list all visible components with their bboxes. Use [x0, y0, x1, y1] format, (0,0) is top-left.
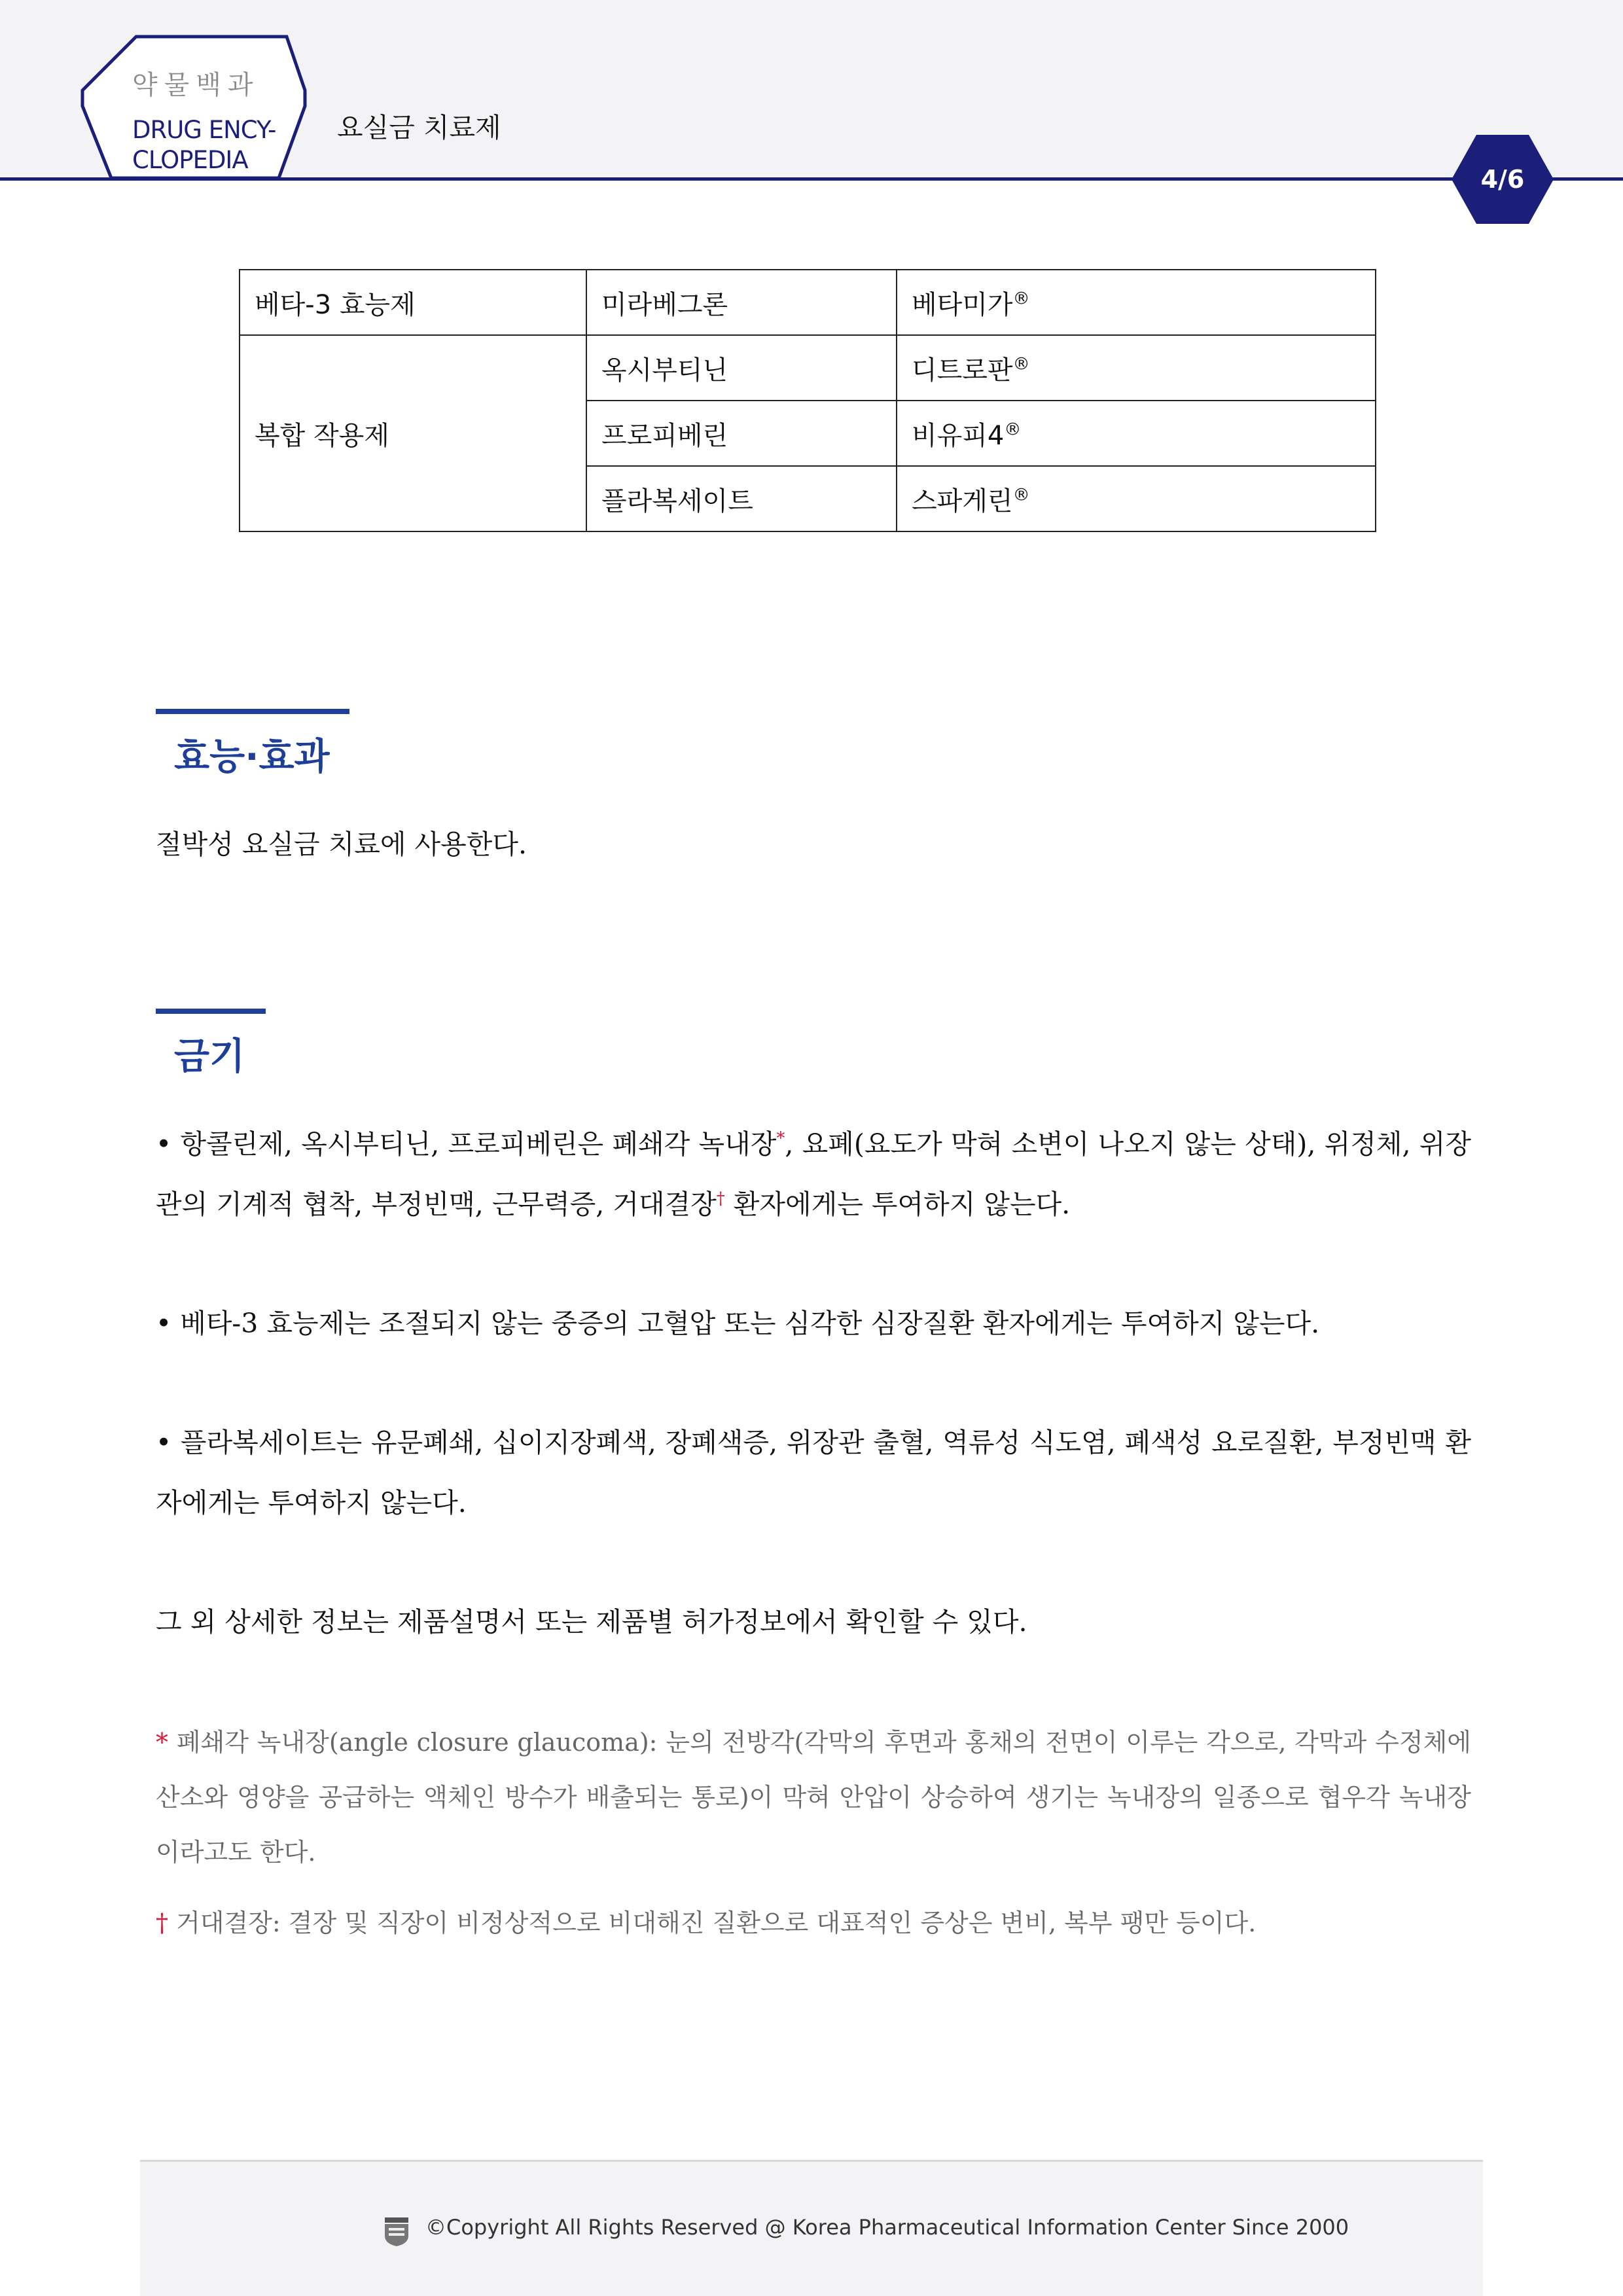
document-title: 요실금 치료제 — [337, 112, 501, 143]
contra-section-bar — [156, 1009, 266, 1014]
copyright-text: ©Copyright All Rights Reserved @ Korea Pharmaceutical Information Center Since 2000 — [425, 2215, 1349, 2240]
contra-heading: 금기 — [174, 1035, 245, 1078]
footnote-megacolon: † 거대결장: 결장 및 직장이 비정상적으로 비대해진 질환으로 대표적인 증상은 변비, 복부 팽만 등이다. — [156, 1909, 1257, 1937]
table-row — [240, 335, 1376, 401]
table-cell-category: 복합 작용제 — [240, 335, 586, 531]
table-cell-category: 베타-3 효능제 — [240, 270, 586, 335]
page-number-badge — [1450, 134, 1555, 225]
table-cell-product: 디트로판® — [897, 335, 1376, 401]
footnote-glaucoma: * 폐쇄각 녹내장(angle closure glaucoma): 눈의 전방각(각막의 후면과 홍채의 전면이 이루는 각으로, 각막과 수정체에 산소와 영양을 공급하는 액체인 방수가 배출되는 통로)이 막혀 안압이 상승하여 생기는 녹내장의 일종으로 협우각 녹내장이라고도 한다. — [156, 1728, 1471, 1867]
efficacy-heading: 효능·효과 — [174, 736, 330, 778]
asterisk-mark: * — [776, 1128, 785, 1149]
shield-emblem-icon — [382, 2216, 411, 2250]
table-cell-ingredient: 옥시부티닌 — [586, 335, 897, 401]
registered-mark: ® — [1012, 354, 1030, 374]
registered-mark: ® — [1012, 289, 1030, 309]
logo-english-text: DRUG ENCY-CLOPEDIA — [132, 116, 276, 174]
table-cell-ingredient: 미라베그론 — [586, 270, 897, 335]
table-cell-ingredient: 플라복세이트 — [586, 466, 897, 531]
efficacy-text: 절박성 요실금 치료에 사용한다. — [156, 829, 527, 860]
logo-korean-text: 약물백과 — [132, 70, 260, 100]
logo — [79, 34, 314, 185]
asterisk-mark: * — [156, 1728, 168, 1757]
contra-bullet-flavoxate: • 플라복세이트는 유문폐쇄, 십이지장폐색, 장폐색증, 위장관 출혈, 역류성 식도염, 폐색성 요로질환, 부정빈맥 환자에게는 투여하지 않는다. — [156, 1427, 1471, 1518]
contra-bullet-beta3: • 베타-3 효능제는 조절되지 않는 중증의 고혈압 또는 심각한 심장질환 환자에게는 투여하지 않는다. — [156, 1308, 1320, 1339]
table-cell-product: 스파게린® — [897, 466, 1376, 531]
table-cell-product: 비유피4® — [897, 401, 1376, 466]
efficacy-section-bar — [156, 709, 349, 714]
table-cell-ingredient: 프로피베린 — [586, 401, 897, 466]
contra-bullet-anticholinergic: • 항콜린제, 옥시부티닌, 프로피베린은 폐쇄각 녹내장*, 요폐(요도가 막혀 소변이 나오지 않는 상태), 위정체, 위장관의 기계적 협착, 부정빈맥, 근무력증, 거대결장† 환자에게는 투여하지 않는다. — [156, 1128, 1471, 1220]
more-info-text: 그 외 상세한 정보는 제품설명서 또는 제품별 허가정보에서 확인할 수 있다. — [156, 1606, 1027, 1638]
dagger-mark: † — [716, 1189, 725, 1209]
footer-rule — [140, 2160, 1483, 2162]
registered-mark: ® — [1004, 420, 1022, 440]
table-row — [240, 270, 1376, 335]
table-cell-product: 베타미가® — [897, 270, 1376, 335]
registered-mark: ® — [1012, 485, 1030, 505]
dagger-mark: † — [156, 1909, 168, 1937]
page-number: 4/6 — [1480, 165, 1525, 194]
drug-table — [239, 269, 1376, 532]
